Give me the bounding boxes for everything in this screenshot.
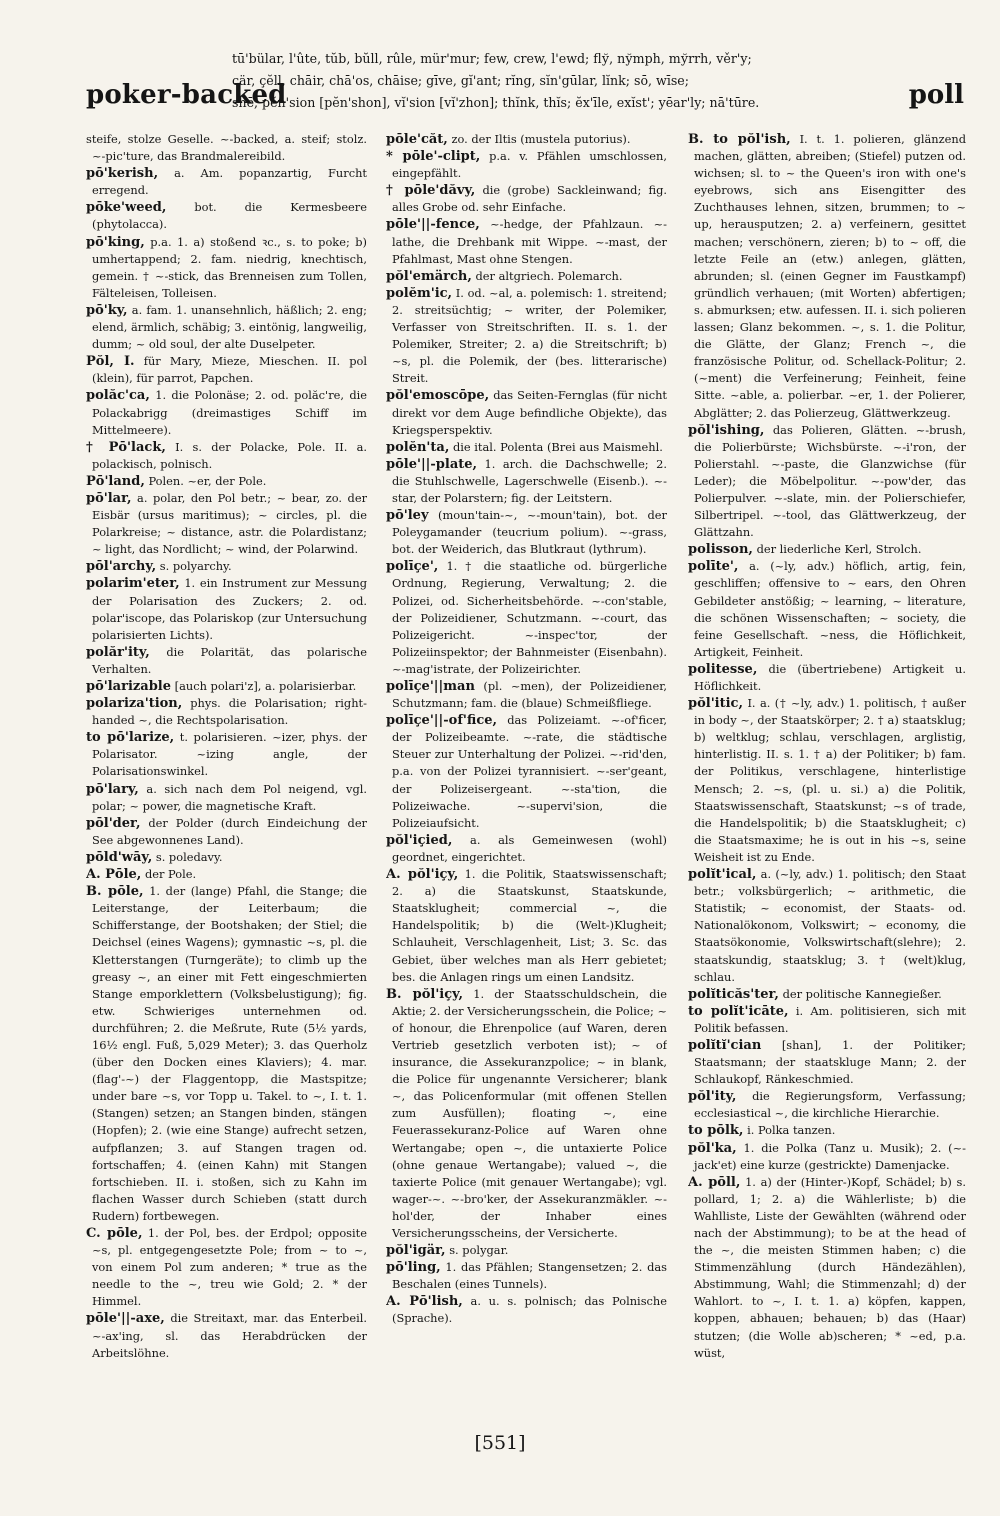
entry-definition: ~-hedge, der Pfahlzaun. ~-lathe, die Drehbank mit Wippe. ~-mast, der Pfahlmast, Mast ohne Stengen. bbox=[392, 217, 667, 266]
entry-headword: pōl'der, bbox=[86, 815, 141, 831]
dictionary-entry bbox=[386, 832, 667, 866]
dictionary-entry bbox=[86, 866, 367, 883]
page-header bbox=[0, 0, 1000, 125]
entry-definition: 1. die Politik, Staatswissenschaft; 2. a) die Staatskunst, Staatskunde, Staatsklugheit; commercial ~, die Handelspolitik; b) die (Welt-)Klugheit; Schlauheit, Verschlagenheit, List; 3. Sc. das Gebiet, über welches man als Herr gebietet; bes. die Anlagen rings um einen Landsitz. bbox=[392, 867, 667, 984]
dictionary-entry bbox=[86, 815, 367, 849]
entry-definition: I. od. ~al, a. polemisch: 1. streitend; 2. streitsüchtig; ~ writer, der Polemiker, Verfasser von Streitschriften. II. s. 1. der Polemiker, Streiter; 2. a) die Streitschrift; b) ~s, pl. die Polemik, der (bes. litterarische) Streit. bbox=[392, 285, 667, 386]
pronunciation-key bbox=[232, 48, 817, 114]
dictionary-entry bbox=[86, 439, 367, 473]
entry-definition: der Pole. bbox=[144, 867, 197, 882]
entry-definition: I. t. 1. polieren, glänzend machen, glätten, abreiben; (Stiefel) putzen od. wichsen; sl. to ~ the Queen's iron with one's eyebrows, sich ans Eisengitter des Zuchthauses lehnen, sitzen, brummen; to ~ up, herausputzen; 2. a) verfeinern, gesittet machen; verschönern, zieren; b) to ~ off, die letzte Feile an (etw.) anlegen, glätten, abrunden; sl. (einen Gegner im Faustkampf) gründlich verhauen; (mit Worten) abfertigen; s. abmurksen; etw. aufessen. II. i. sich polieren lassen; Glanz bekommen. ~, s. 1. die Politur, die Glätte, der Glanz; French ~, die französische Politur, od. Schellack-Politur; 2. (~ment) die Verfeinerung; Feinheit, feine Sitte. ~able, a. polierbar. ~er, 1. der Polierer, Abglätter; 2. das Polierzeug, Glättwerkzeug. bbox=[694, 132, 966, 420]
dictionary-entry bbox=[86, 644, 367, 678]
entry-headword: pō'lary, bbox=[86, 781, 139, 797]
column-3 bbox=[688, 131, 966, 1421]
dictionary-entry bbox=[86, 781, 367, 815]
entry-definition: die ital. Polenta (Brei aus Maismehl. bbox=[452, 439, 663, 454]
dictionary-entry bbox=[688, 131, 966, 422]
entry-headword: pŏl'ity, bbox=[688, 1089, 737, 1105]
entry-headword: to pō'larize, bbox=[86, 730, 175, 746]
dictionary-entry bbox=[688, 866, 966, 986]
entry-definition: a. sich nach dem Pol neigend, vgl. polar; ~ power, die magnetische Kraft. bbox=[92, 781, 367, 813]
entry-headword: polăr'ity, bbox=[86, 644, 150, 660]
entry-headword: Pō'land, bbox=[86, 473, 145, 489]
entry-headword: polĕm'ic, bbox=[386, 285, 453, 301]
entry-headword: pō'lar, bbox=[86, 490, 132, 506]
dictionary-entry bbox=[688, 1003, 966, 1037]
entry-definition: I. a. († ~ly, adv.) 1. politisch, † außer in body ~, der Staatskörper; 2. † a) staatsklug; b) weltklug; schlau, verschlagen, arglistig, hinterlistig. II. s. 1. † a) der Politiker; b) fam. der Politikus, verschlagene, hinterlistige Mensch; 2. ~s, (pl. u. si.) a) die Politik, Staatswissenschaft, Staatskunst; ~s of trade, die Handelspolitik; b) die Staatsklugheit; c) die Staatsmaxime; he is out in his ~s, seine Weisheit ist zu Ende. bbox=[694, 696, 966, 864]
dictionary-entry bbox=[86, 1310, 367, 1361]
entry-definition: für Mary, Mieze, Mieschen. II. pol (klein), für parrot, Papchen. bbox=[92, 354, 367, 386]
entry-headword: polīçe', bbox=[386, 559, 439, 575]
entry-definition: s. polyarchy. bbox=[159, 559, 232, 574]
entry-headword: pōld'wāy, bbox=[86, 849, 153, 865]
entry-headword: polarim'eter, bbox=[86, 576, 180, 592]
entry-definition: das Polizeiamt. ~-of'ficer, der Polizeibeamte. ~-rate, die städtische Steuer zur Unterhaltung der Polizei. ~-rid'den, p.a. von der Polizei tyrannisiert. ~-ser'geant, der Polizeisergeant. ~-sta'tion, die Polizeiwache. ~-supervi'sion, die Polizeiaufsicht. bbox=[392, 713, 667, 830]
dictionary-entry bbox=[386, 558, 667, 678]
dictionary-entry bbox=[688, 695, 966, 866]
dictionary-entry bbox=[688, 1088, 966, 1122]
dictionary-entry bbox=[86, 387, 367, 438]
entry-headword: polăc'ca, bbox=[86, 388, 150, 404]
entry-definition: 1. der (lange) Pfahl, die Stange; die Leiterstange, der Leiterbaum; die Schifferstange, der Bootshaken; der Stiel; die Deichsel (eines Wagens); gymnastic ~s, pl. die Kletterstangen (Turngeräte); to climb up the greasy ~, an einer mit Fett eingeschmierten Stange emporklettern (Volksbelustigung); fig. etw. Schwieriges unternehmen od. durchführen; 2. die Meßrute, Rute (5½ yards, 16½ engl. Fuß, 5,029 Meter); 3. das Querholz (über den Docken eines Klaviers); 4. mar. (flag'-~) der Flaggentopp, die Mastspitze; under bare ~s, vor Topp u. Takel. to ~, I. t. 1. (Stangen) setzen; an Stangen binden, stängen (Hopfen); 2. (wie eine Stange) aufrecht setzen, aufpflanzen; 3. auf Stangen tragen od. fortschaffen; 4. (einen Kahn) mit Stangen fortschieben. II. i. stoßen, sich zu Kahn im flachen Wasser durch Schieben (statt durch Rudern) fortbewegen. bbox=[92, 884, 367, 1223]
dictionary-entry bbox=[86, 490, 367, 558]
entry-definition: s. polygar. bbox=[449, 1243, 509, 1258]
entry-definition: (pl. ~men), der Polizeidiener, Schutzmann; fam. die (blaue) Schmeißfliege. bbox=[392, 679, 667, 711]
entry-definition: a. polar, den Pol betr.; ~ bear, zo. der Eisbär (ursus maritimus); ~ circles, pl. die Polarkreise; ~ distance, astr. die Polardistanz; ~ light, das Nordlicht; ~ wind, der Polarwind. bbox=[92, 490, 367, 557]
dictionary-entry bbox=[688, 1174, 966, 1362]
dictionary-entry bbox=[386, 866, 667, 986]
page-number: [551] bbox=[474, 1432, 526, 1454]
dictionary-entry bbox=[688, 422, 966, 542]
entry-definition: [shan], 1. der Politiker; Staatsmann; der staatskluge Mann; 2. der Schlaukopf, Ränkeschmied. bbox=[694, 1037, 966, 1087]
dictionary-entry bbox=[688, 661, 966, 695]
dictionary-entry bbox=[86, 165, 367, 199]
dictionary-entry bbox=[386, 439, 667, 456]
entry-headword: pŏl'emärch, bbox=[386, 268, 472, 284]
dictionary-entry bbox=[86, 131, 367, 165]
entry-headword: polīçe'||-of'fice, bbox=[386, 713, 498, 729]
column-2 bbox=[386, 131, 667, 1421]
entry-headword: to pōlk, bbox=[688, 1123, 744, 1139]
dictionary-entry bbox=[386, 678, 667, 712]
entry-headword: pō'king, bbox=[86, 234, 145, 250]
dictionary-entry bbox=[386, 268, 667, 285]
entry-headword: A. pōll, bbox=[688, 1174, 741, 1190]
dictionary-entry bbox=[86, 849, 367, 866]
entry-headword: A. pŏl'içy, bbox=[386, 867, 459, 883]
entry-definition: 1. arch. die Dachschwelle; 2. die Stuhlschwelle, Lagerschwelle (Eisenb.). ~-star, der Polarstern; fig. der Leitstern. bbox=[392, 456, 667, 505]
entry-definition: 1. † die staatliche od. bürgerliche Ordnung, Regierung, Verwaltung; 2. die Polizei, od. Sicherheitsbehörde. ~-con'stable, der Polizeidiener, Schutzmann. ~-court, das Polizeigericht. ~-inspec'tor, der Polizeiinspektor; der Bahnmeister (Eisenbahn). ~-mag'istrate, der Polizeirichter. bbox=[392, 559, 667, 676]
entry-headword: pōle'||-plate, bbox=[386, 456, 478, 472]
dictionary-entry bbox=[386, 148, 667, 182]
entry-headword: pō'kerish, bbox=[86, 166, 159, 182]
entry-headword: polĕn'ta, bbox=[386, 439, 450, 455]
entry-definition: a. als Gemeinwesen (wohl) geordnet, eingerichtet. bbox=[392, 832, 667, 864]
dictionary-entry bbox=[386, 1293, 667, 1327]
entry-headword: pō'larizable bbox=[86, 679, 171, 694]
entry-headword: pŏl'ishing, bbox=[688, 422, 765, 438]
entry-headword: polĭtĭ'cian bbox=[688, 1037, 762, 1053]
dictionary-entry bbox=[688, 986, 966, 1003]
entry-headword: pōl'archy, bbox=[86, 559, 157, 575]
entry-definition: a. (~ly, adv.) 1. politisch; den Staat betr.; volksbürgerlich; ~ arithmetic, die Statistik; ~ economist, der Staats- od. Nationalökonom, Volkswirt; ~ economy, die Staatsökonomie, Volkswirtschaft(slehre); 2. staatskundig, staatsklug; 3. † (welt)klug, schlau. bbox=[694, 867, 966, 984]
dictionary-entry bbox=[386, 182, 667, 216]
entry-headword: polisson, bbox=[688, 542, 753, 558]
entry-definition: 1. a) der (Hinter-)Kopf, Schädel; b) s. pollard, 1; 2. a) die Wählerliste; b) die Wahlliste, Liste der Gewählten (während oder nach der Abstimmung); to be at the head of the ~, die meisten Stimmen haben; c) die Stimmenzählung (durch Händezählen), Abstimmung, Wahl; die Stimmenzahl; d) der Wahlort. to ~, I. t. 1. a) köpfen, kappen, koppen, abhauen; behauen; b) das (Haar) stutzen; (die Wolle ab)scheren; * ~ed, p.a. wüst, bbox=[694, 1174, 966, 1360]
entry-headword: politesse, bbox=[688, 661, 758, 677]
entry-headword: B. to pŏl'ish, bbox=[688, 132, 791, 147]
dictionary-entry bbox=[386, 712, 667, 832]
dictionary-entry bbox=[86, 353, 367, 387]
pronunciation-key-line: tū'bülar, l'ûte, tŭb, bŭll, rûle, mür'mur; few, crew, l'ewd; flў, nўmph, mўrrh, věr'y; bbox=[232, 51, 752, 66]
entry-headword: to polĭt'icāte, bbox=[688, 1003, 789, 1019]
entry-definition: i. Polka tanzen. bbox=[747, 1123, 836, 1138]
entry-headword: pŏl'ka, bbox=[688, 1140, 737, 1156]
dictionary-columns bbox=[86, 131, 966, 1421]
entry-headword: pŏl'içied, bbox=[386, 832, 453, 848]
entry-definition: die Streitaxt, mar. das Enterbeil. ~-ax'ing, sl. das Herabdrücken der Arbeitslöhne. bbox=[92, 1311, 367, 1360]
dictionary-entry bbox=[86, 729, 367, 780]
entry-headword: pōle'căt, bbox=[386, 132, 448, 147]
guide-word-left: poker-backed bbox=[86, 80, 287, 110]
entry-headword: pō'ky, bbox=[86, 302, 128, 318]
entry-definition: (moun'tain-~, ~-moun'tain), bot. der Poleygamander (teucrium polium). ~-grass, bot. der Weiderich, das Blutkraut (lythrum). bbox=[392, 508, 667, 557]
entry-headword: pōle'||-axe, bbox=[86, 1311, 165, 1327]
entry-definition: die Regierungsform, Verfassung; ecclesiastical ~, die kirchliche Hierarchie. bbox=[694, 1089, 966, 1121]
entry-headword: pŏl'igär, bbox=[386, 1243, 446, 1259]
dictionary-entry bbox=[86, 473, 367, 490]
entry-headword: pō'ling, bbox=[386, 1260, 441, 1276]
entry-definition: 1. das Pfählen; Stangensetzen; 2. das Beschalen (eines Tunnels). bbox=[392, 1260, 667, 1292]
entry-definition: der altgriech. Polemarch. bbox=[475, 268, 623, 283]
entry-definition: a. u. s. polnisch; das Polnische (Sprache). bbox=[392, 1294, 667, 1326]
dictionary-entry bbox=[386, 285, 667, 388]
dictionary-entry bbox=[86, 1225, 367, 1310]
entry-definition: 1. die Polonäse; 2. od. polăc're, die Polackabrigg (dreimastiges Schiff im Mittelmeere). bbox=[92, 388, 367, 437]
dictionary-entry bbox=[86, 575, 367, 643]
entry-definition: i. Am. politisieren, sich mit Politik befassen. bbox=[694, 1003, 966, 1035]
entry-definition: 1. der Pol, bes. der Erdpol; opposite ~s, pl. entgegengesetzte Pole; from ~ to ~, von einem Pol zum anderen; * true as the needle to the ~, treu wie Gold; 2. * der Himmel. bbox=[92, 1226, 367, 1309]
dictionary-entry bbox=[386, 1259, 667, 1293]
entry-definition: das Polieren, Glätten. ~-brush, die Polierbürste; Wichsbürste. ~-i'ron, der Polierstahl. ~-paste, die Glanzwichse (für Leder); die Möbelpolitur. ~-pow'der, das Polierpulver. ~-slate, min. der Polierschiefer, Silbertripel. ~-tool, das Glättwerkzeug, der Glättzahn. bbox=[694, 422, 966, 540]
dictionary-entry bbox=[86, 558, 367, 575]
entry-definition: t. polarisieren. ~izer, phys. der Polarisator. ~izing angle, der Polarisationswinkel. bbox=[92, 730, 367, 779]
entry-definition: das Seiten-Fernglas (für nicht direkt vor dem Auge befindliche Objekte), das Kriegsperspektiv. bbox=[392, 388, 667, 437]
dictionary-entry bbox=[688, 1140, 966, 1174]
pronunciation-key-line: shē, pĕn'sion [pĕn'shon], vĭ'sion [vĭ'zhon]; thĭnk, thĭs; ĕx'īle, exĭst'; yēar'ly; nā'tūre. bbox=[232, 95, 760, 110]
guide-word-right: poll bbox=[908, 80, 964, 110]
entry-headword: polĭticăs'ter, bbox=[688, 986, 779, 1002]
entry-definition: a. (~ly, adv.) höflich, artig, fein, geschliffen; offensive to ~ ears, den Ohren Gebildeter anstößig; ~ learning, ~ literature, die schönen Wissenschaften; ~ society, die feine Gesellschaft. ~ness, die Höflichkeit, Artigkeit, Feinheit. bbox=[694, 559, 966, 659]
entry-headword: B. pŏl'içy, bbox=[386, 986, 463, 1002]
dictionary-entry bbox=[86, 695, 367, 729]
pronunciation-key-line: cär, çĕll, chāir, chā'os, chāise; gīve, gĭ'ant; rĭng, sĭn'gūlar, lĭnk; sō, wīse; bbox=[232, 73, 690, 88]
entry-headword: polīte', bbox=[688, 559, 739, 575]
dictionary-entry bbox=[386, 986, 667, 1242]
entry-definition: a. fam. 1. unansehnlich, häßlich; 2. eng; elend, ärmlich, schäbig; 3. eintönig, langweilig, dumm; ~ old soul, der alte Duselpeter. bbox=[92, 302, 367, 352]
dictionary-entry bbox=[386, 216, 667, 267]
entry-headword: polĭt'ical, bbox=[688, 867, 757, 883]
entry-headword: pŏl'itic, bbox=[688, 696, 744, 712]
entry-headword: † Pō'lack, bbox=[86, 439, 166, 455]
entry-headword: pōle'||-fence, bbox=[386, 217, 480, 233]
entry-headword: Pŏl, I. bbox=[86, 354, 135, 370]
entry-definition: der Polder (durch Eindeichung der See abgewonnenes Land). bbox=[92, 815, 367, 847]
dictionary-entry bbox=[86, 883, 367, 1225]
entry-definition: [auch polari'z], a. polarisierbar. bbox=[174, 679, 357, 693]
dictionary-entry bbox=[386, 387, 667, 438]
entry-definition: die (grobe) Sackleinwand; fig. alles Grobe od. sehr Einfache. bbox=[392, 183, 667, 215]
entry-definition: p.a. 1. a) stoßend ꝛc., s. to poke; b) umhertappend; 2. fam. niedrig, knechtisch, gemein. † ~-stick, das Brenneisen zum Tollen, Fälteleisen, Tolleisen. bbox=[92, 234, 367, 300]
dictionary-entry bbox=[688, 558, 966, 661]
entry-definition: s. poledavy. bbox=[155, 849, 223, 864]
entry-headword: B. pōle, bbox=[86, 884, 144, 900]
entry-definition: 1. der Staatsschuldschein, die Aktie; 2. der Versicherungsschein, die Police; ~ of honour, die Ehrenpolice (auf Waren, deren Vertrieb gesetzlich verboten ist); ~ of insurance, die Assekuranzpolice; ~ in blank, die Police für ungenannte Versicherer; blank ~, das Policenformular (mit offenen Stellen zum Ausfüllen); floating ~, eine Feuerassekuranz-Police auf Waren ohne Wertangabe; open ~, die untaxierte Police (ohne genaue Wertangabe); valued ~, die taxierte Police (mit genauer Wertangabe); vgl. wager-~. ~-bro'ker, der Assekuranzmäkler. ~-hol'der, der Inhaber eines Versicherungsscheins, der Versicherte. bbox=[392, 986, 667, 1240]
entry-definition: der politische Kannegießer. bbox=[782, 986, 942, 1001]
dictionary-entry bbox=[688, 541, 966, 558]
entry-definition: steife, stolze Geselle. ~-backed, a. steif; stolz. ~-pic'ture, das Brandmalereibild. bbox=[86, 132, 367, 164]
entry-headword: pō'ley bbox=[386, 508, 429, 524]
entry-headword: † pōle'dăvy, bbox=[386, 183, 476, 199]
entry-headword: A. Pō'lish, bbox=[386, 1294, 463, 1310]
entry-definition: der liederliche Kerl, Strolch. bbox=[756, 542, 922, 557]
dictionary-entry bbox=[86, 678, 367, 695]
entry-definition: 1. ein Instrument zur Messung der Polarisation des Zuckers; 2. od. polar'iscope, das Polariskop (zur Untersuchung polarisierten Lichts). bbox=[92, 576, 367, 642]
entry-definition: I. s. der Polacke, Pole. II. a. polackisch, polnisch. bbox=[92, 439, 367, 471]
dictionary-entry bbox=[86, 234, 367, 302]
entry-definition: 1. die Polka (Tanz u. Musik); 2. (~-jack'et) eine kurze (gestrickte) Damenjacke. bbox=[694, 1140, 966, 1172]
dictionary-entry bbox=[386, 456, 667, 507]
entry-headword: A. Pōle, bbox=[86, 867, 142, 883]
entry-headword: pōke'weed, bbox=[86, 200, 167, 216]
entry-headword: polariza'tion, bbox=[86, 696, 183, 712]
entry-definition: p.a. v. Pfählen umschlossen, eingepfählt. bbox=[392, 149, 667, 181]
column-1 bbox=[86, 131, 367, 1421]
entry-definition: phys. die Polarisation; right-handed ~, die Rechtspolarisation. bbox=[92, 696, 367, 728]
entry-definition: Polen. ~er, der Pole. bbox=[148, 473, 267, 488]
entry-headword: pŏl'emoscōpe, bbox=[386, 388, 490, 404]
dictionary-entry bbox=[386, 507, 667, 558]
dictionary-entry bbox=[386, 1242, 667, 1259]
dictionary-entry bbox=[688, 1122, 966, 1139]
entry-headword: * pōle'-clipt, bbox=[386, 149, 481, 165]
entry-definition: die Polarität, das polarische Verhalten. bbox=[92, 644, 367, 676]
entry-definition: a. Am. popanzartig, Furcht erregend. bbox=[92, 166, 367, 198]
dictionary-entry bbox=[86, 199, 367, 233]
entry-definition: die (übertriebene) Artigkeit u. Höflichkeit. bbox=[694, 661, 966, 693]
dictionary-entry bbox=[86, 302, 367, 353]
entry-definition: bot. die Kermesbeere (phytolacca). bbox=[92, 200, 367, 232]
entry-headword: C. pōle, bbox=[86, 1226, 143, 1241]
entry-definition: zo. der Iltis (mustela putorius). bbox=[451, 132, 631, 146]
dictionary-entry bbox=[386, 131, 667, 148]
dictionary-entry bbox=[688, 1037, 966, 1088]
entry-headword: polīçe'||man bbox=[386, 679, 475, 694]
